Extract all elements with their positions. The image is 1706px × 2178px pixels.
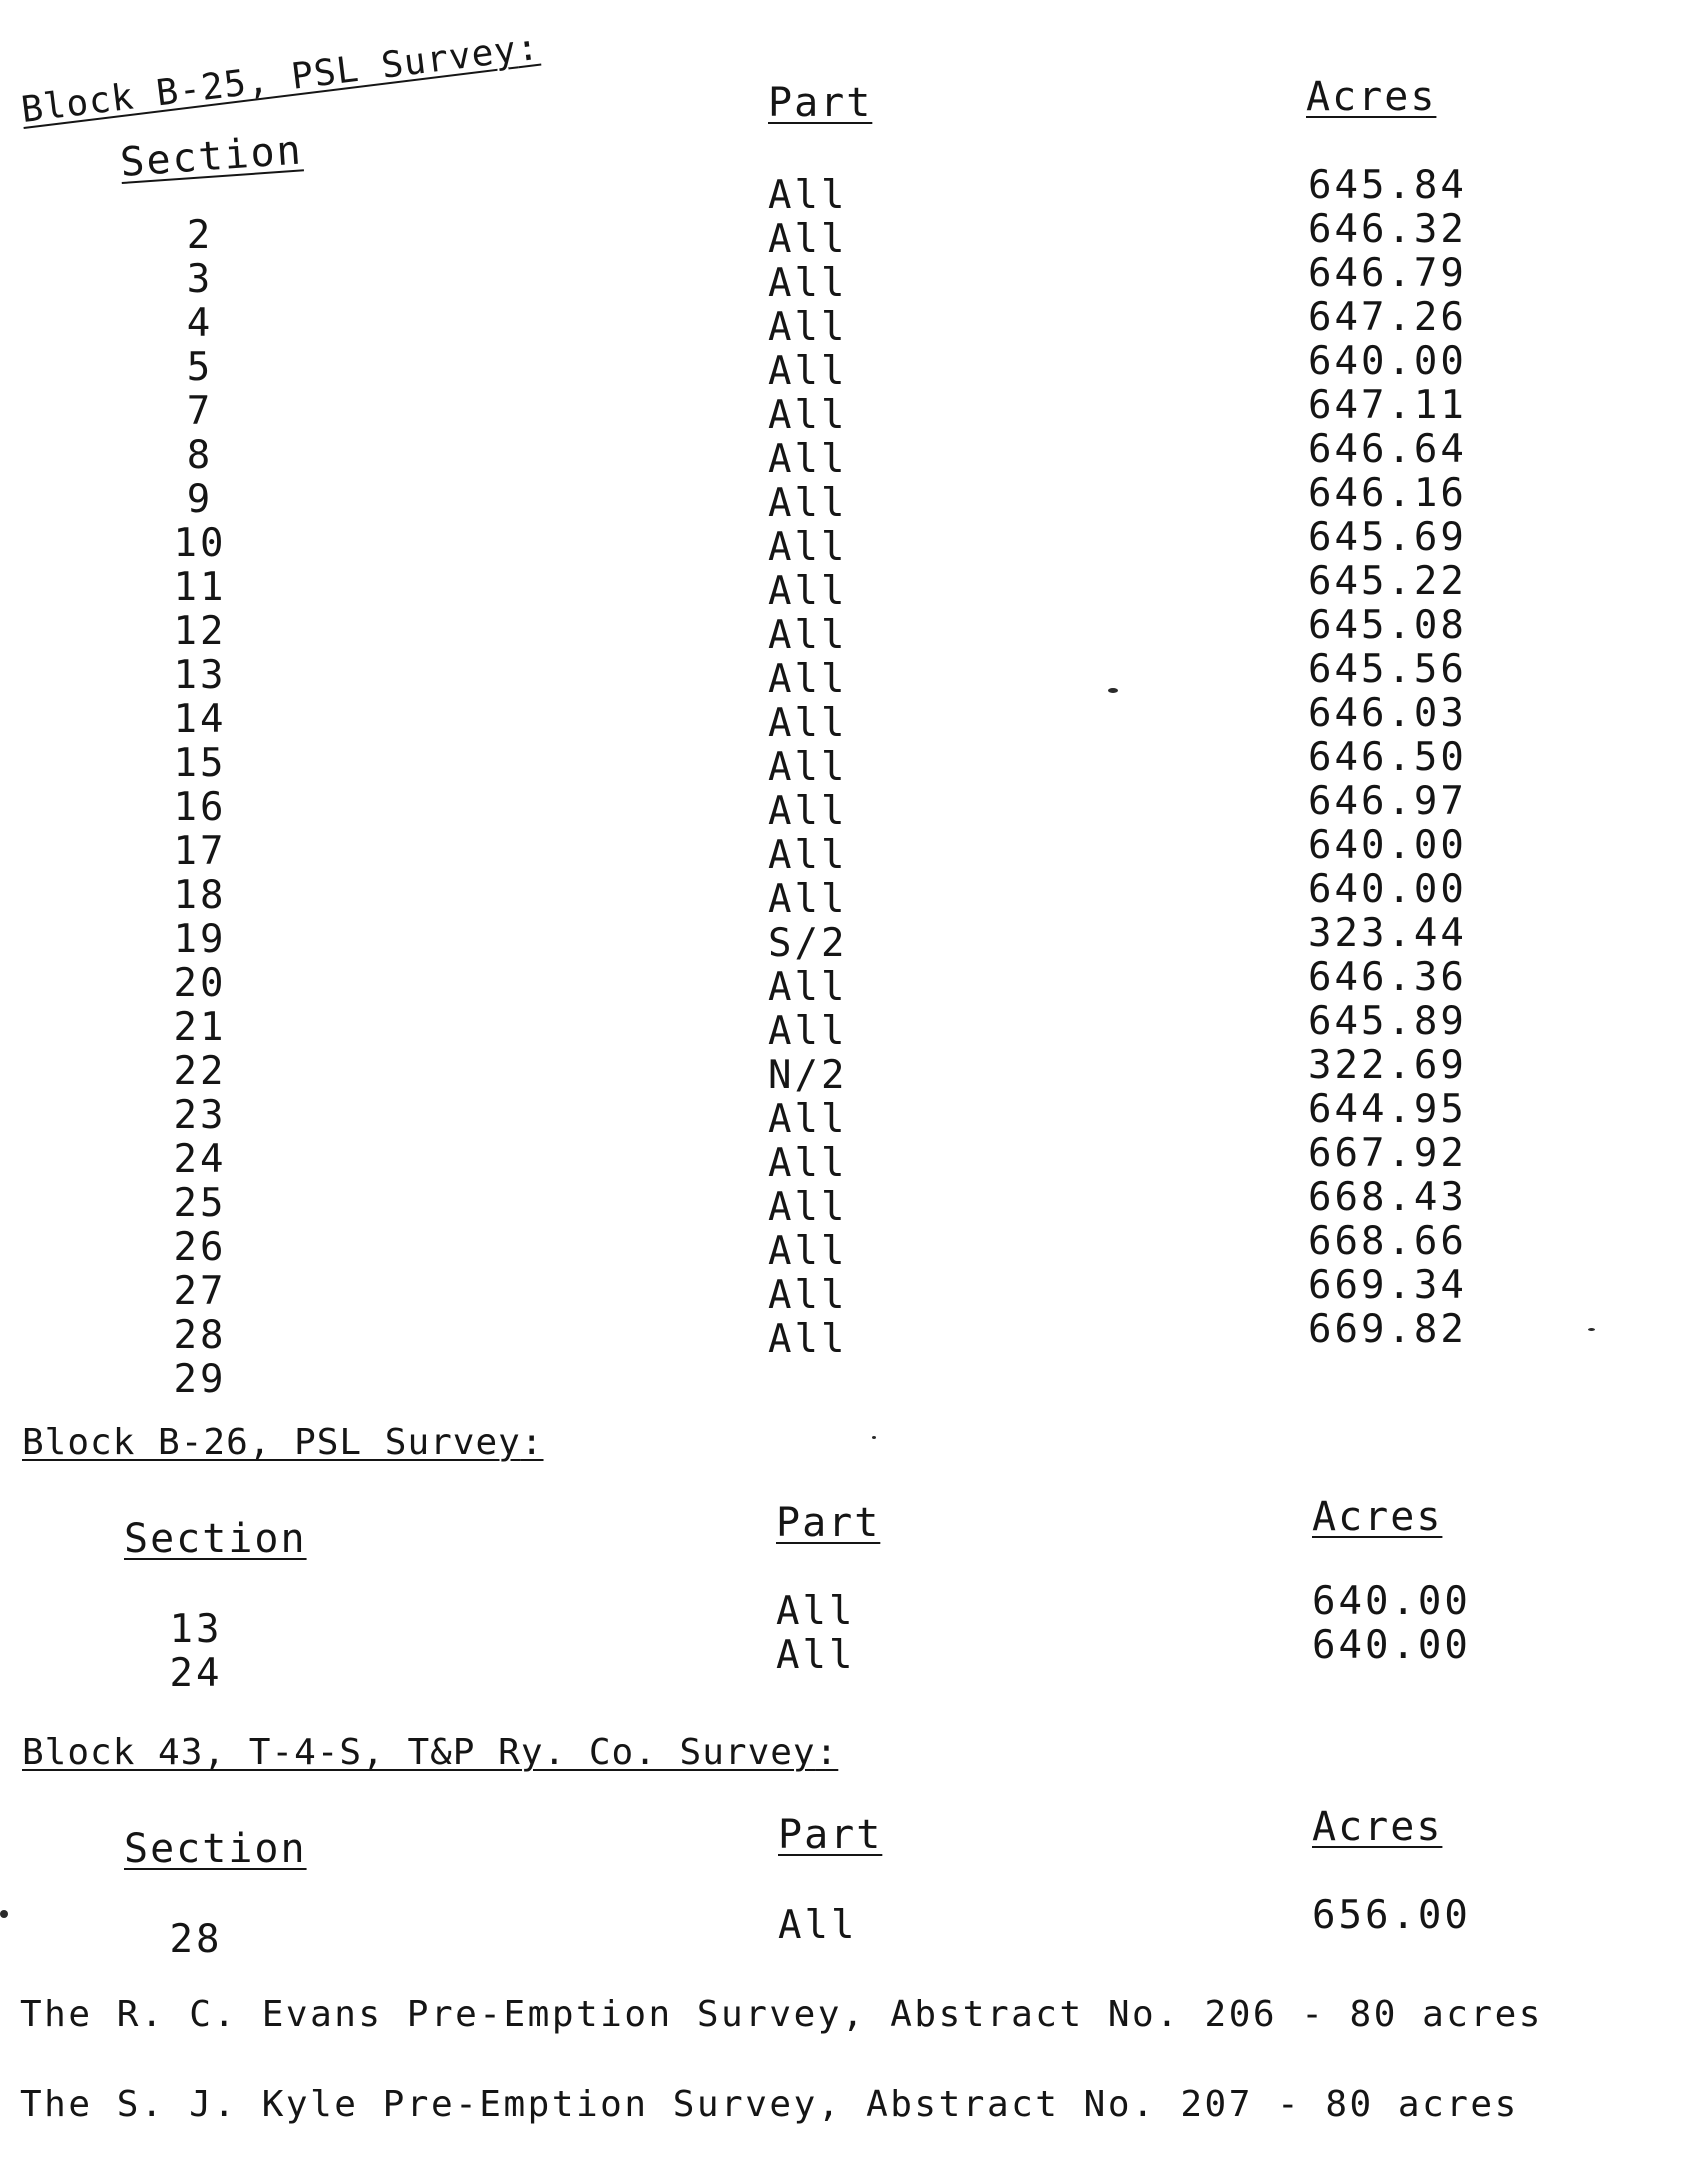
section-number: 13 xyxy=(173,653,227,698)
acres-value: 646.50 xyxy=(1308,735,1467,780)
part-value: All xyxy=(768,569,848,614)
part-value: All xyxy=(776,1589,856,1634)
scan-speck xyxy=(872,1436,876,1439)
part-value: All xyxy=(768,789,848,834)
part-value: All xyxy=(768,349,848,394)
section-number: 15 xyxy=(173,741,227,786)
section-number: 8 xyxy=(186,433,214,478)
block-b25-heading xyxy=(19,27,542,131)
block-b25-part-header: Part xyxy=(768,80,873,126)
scan-speck xyxy=(0,1910,8,1918)
block-43-acres-column xyxy=(1312,1894,1471,1938)
part-value: All xyxy=(768,877,848,922)
section-number: 19 xyxy=(173,917,227,962)
part-value: All xyxy=(768,173,848,218)
note-kyle-survey: The S. J. Kyle Pre-Emption Survey, Abstract No. 207 - 80 acres xyxy=(20,2084,1519,2125)
section-number: 23 xyxy=(173,1093,227,1138)
block-43-section-column xyxy=(136,1918,256,1962)
acres-value: 645.22 xyxy=(1308,559,1467,604)
part-value: All xyxy=(768,305,848,350)
block-b25-section-header: Section xyxy=(118,127,305,186)
block-b26-part-column xyxy=(776,1590,855,1678)
part-value: All xyxy=(768,745,848,790)
acres-value: 646.79 xyxy=(1308,251,1467,296)
acres-value: 640.00 xyxy=(1308,823,1467,868)
acres-value: 646.16 xyxy=(1308,471,1467,516)
part-value: All xyxy=(768,613,848,658)
part-value: All xyxy=(768,217,848,262)
block-b26-part-header: Part xyxy=(776,1500,881,1546)
section-number: 9 xyxy=(186,477,214,522)
part-value: All xyxy=(768,437,848,482)
acres-value: 645.89 xyxy=(1308,999,1467,1044)
acres-value: 645.69 xyxy=(1308,515,1467,560)
scan-speck xyxy=(1108,688,1118,693)
section-number: 24 xyxy=(173,1137,227,1182)
block-b26-heading-text: Block B-26, PSL Survey xyxy=(22,1422,521,1463)
part-value: N/2 xyxy=(768,1053,848,1098)
acres-value: 647.11 xyxy=(1308,383,1467,428)
block-b26-acres-column xyxy=(1312,1580,1471,1668)
section-number: 26 xyxy=(173,1225,227,1270)
part-value: All xyxy=(768,965,848,1010)
block-b25-heading-colon: : xyxy=(514,26,542,71)
section-number: 5 xyxy=(186,345,214,390)
acres-value: 645.84 xyxy=(1308,163,1467,208)
block-b25-section-column xyxy=(140,214,260,1402)
acres-value: 645.56 xyxy=(1308,647,1467,692)
part-value: All xyxy=(768,701,848,746)
section-number: 11 xyxy=(173,565,227,610)
part-value: All xyxy=(768,1141,848,1186)
section-number: 17 xyxy=(173,829,227,874)
block-43-part-column xyxy=(778,1904,857,1948)
section-number: 10 xyxy=(173,521,227,566)
part-value: S/2 xyxy=(768,921,848,966)
part-value: All xyxy=(768,1229,848,1274)
part-value: All xyxy=(768,657,848,702)
block-b25-part-column xyxy=(768,174,847,1362)
part-value: All xyxy=(768,1097,848,1142)
acres-value: 656.00 xyxy=(1312,1893,1471,1938)
acres-value: 646.97 xyxy=(1308,779,1467,824)
section-number: 14 xyxy=(173,697,227,742)
acres-value: 646.64 xyxy=(1308,427,1467,472)
part-value: All xyxy=(778,1903,858,1948)
acres-value: 640.00 xyxy=(1308,339,1467,384)
block-b25-heading-text: Block B-25, PSL Survey xyxy=(19,29,520,132)
section-number: 27 xyxy=(173,1269,227,1314)
part-value: All xyxy=(768,833,848,878)
part-value: All xyxy=(768,393,848,438)
acres-value: 640.00 xyxy=(1308,867,1467,912)
section-number: 2 xyxy=(186,213,214,258)
block-43-heading xyxy=(22,1732,838,1773)
block-b26-heading-colon: : xyxy=(520,1422,544,1463)
acres-value: 322.69 xyxy=(1308,1043,1467,1088)
part-value: All xyxy=(768,1009,848,1054)
acres-value: 667.92 xyxy=(1308,1131,1467,1176)
section-number: 28 xyxy=(169,1917,223,1962)
section-number: 7 xyxy=(186,389,214,434)
block-b26-acres-header: Acres xyxy=(1312,1494,1443,1540)
section-number: 25 xyxy=(173,1181,227,1226)
block-43-part-header: Part xyxy=(778,1812,883,1858)
section-number: 4 xyxy=(186,301,214,346)
part-value: All xyxy=(776,1633,856,1678)
part-value: All xyxy=(768,481,848,526)
block-43-heading-colon: : xyxy=(815,1732,839,1773)
block-43-heading-text: Block 43, T-4-S, T&P Ry. Co. Survey xyxy=(22,1732,816,1773)
acres-value: 669.82 xyxy=(1308,1307,1467,1352)
block-b25-acres-header: Acres xyxy=(1306,74,1437,120)
acres-value: 640.00 xyxy=(1312,1623,1471,1668)
part-value: All xyxy=(768,1317,848,1362)
scan-speck xyxy=(1588,1328,1595,1331)
part-value: All xyxy=(768,525,848,570)
block-b26-section-column xyxy=(136,1608,256,1696)
part-value: All xyxy=(768,1185,848,1230)
note-evans-survey: The R. C. Evans Pre-Emption Survey, Abstract No. 206 - 80 acres xyxy=(20,1994,1543,2035)
block-43-section-header: Section xyxy=(124,1826,307,1872)
acres-value: 640.00 xyxy=(1312,1579,1471,1624)
section-number: 13 xyxy=(169,1607,223,1652)
part-value: All xyxy=(768,1273,848,1318)
section-number: 29 xyxy=(173,1357,227,1402)
acres-value: 647.26 xyxy=(1308,295,1467,340)
acres-value: 668.43 xyxy=(1308,1175,1467,1220)
block-43-acres-header: Acres xyxy=(1312,1804,1443,1850)
section-number: 18 xyxy=(173,873,227,918)
part-value: All xyxy=(768,261,848,306)
acres-value: 646.36 xyxy=(1308,955,1467,1000)
section-number: 21 xyxy=(173,1005,227,1050)
section-number: 22 xyxy=(173,1049,227,1094)
acres-value: 644.95 xyxy=(1308,1087,1467,1132)
acres-value: 669.34 xyxy=(1308,1263,1467,1308)
acres-value: 668.66 xyxy=(1308,1219,1467,1264)
section-number: 12 xyxy=(173,609,227,654)
section-number: 16 xyxy=(173,785,227,830)
acres-value: 645.08 xyxy=(1308,603,1467,648)
block-b26-section-header: Section xyxy=(124,1516,307,1562)
section-number: 28 xyxy=(173,1313,227,1358)
acres-value: 323.44 xyxy=(1308,911,1467,956)
section-number: 3 xyxy=(186,257,214,302)
section-number: 20 xyxy=(173,961,227,1006)
block-b26-heading xyxy=(22,1422,544,1463)
block-b25-acres-column xyxy=(1308,164,1467,1352)
acres-value: 646.32 xyxy=(1308,207,1467,252)
acres-value: 646.03 xyxy=(1308,691,1467,736)
section-number: 24 xyxy=(169,1651,223,1696)
